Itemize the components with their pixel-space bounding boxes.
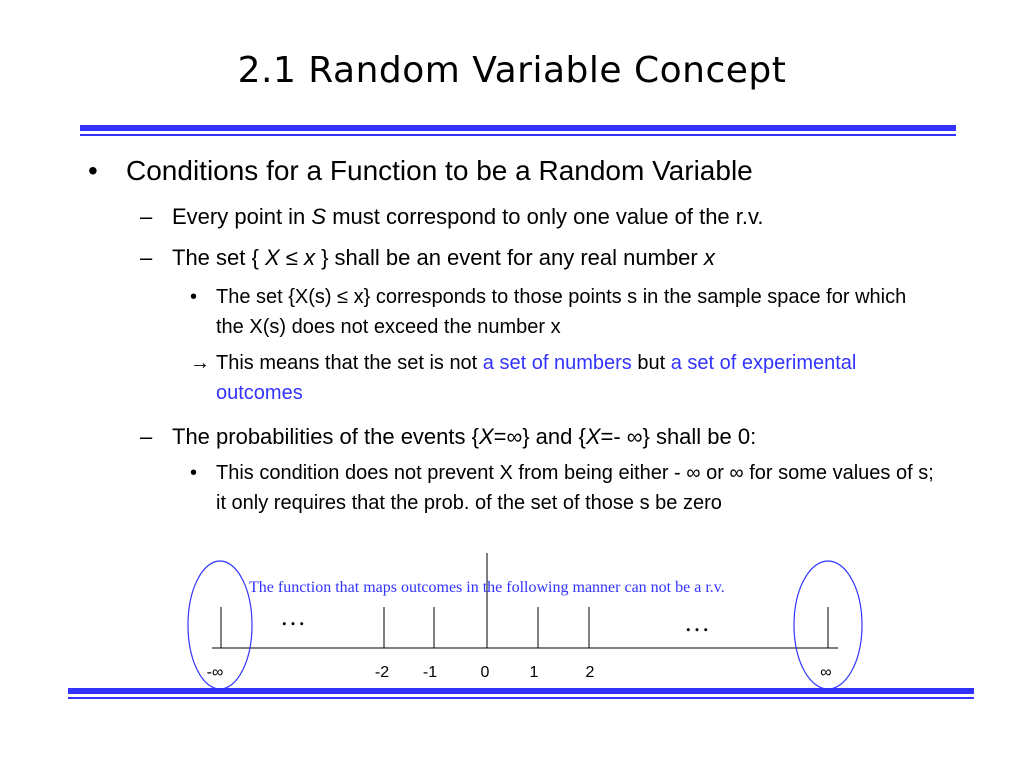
tick-label-pos-inf: ∞ xyxy=(820,664,832,681)
bullet-text: Conditions for a Function to be a Random Variable xyxy=(126,155,753,186)
ellipsis-left: … xyxy=(280,602,306,631)
text-part: must correspond to only one value of the r.v. xyxy=(326,204,764,229)
variable-X: X xyxy=(478,424,494,449)
tick-label-neg-1: -1 xyxy=(422,664,438,681)
text-part: =- ∞} shall be 0: xyxy=(600,424,757,449)
bullet-text: The set {X(s) ≤ x} corresponds to those points s in the sample space for which the X(s) does not exceed the number x xyxy=(216,286,907,338)
text-part: ≤ xyxy=(279,245,304,270)
text-part: =∞} and { xyxy=(493,424,586,449)
bullet-text: This condition does not prevent X from being either - ∞ or ∞ for some values of s; it only requires that the prob. of the set of those s be zero xyxy=(216,462,934,514)
bullet-marker: • xyxy=(190,286,198,308)
text-part: Every point in xyxy=(172,204,312,229)
diagram-caption: The function that maps outcomes in the following manner can not be a r.v. xyxy=(249,579,725,596)
text-part: The set { xyxy=(172,245,265,270)
bullet-marker: • xyxy=(88,155,98,186)
tick-label-0: 0 xyxy=(480,664,490,681)
variable-x: x xyxy=(703,245,715,270)
variable-x: x xyxy=(303,245,315,270)
text-part: The probabilities of the events { xyxy=(172,424,479,449)
slide-title: 2.1 Random Variable Concept xyxy=(237,50,787,91)
dash-marker: – xyxy=(140,245,153,270)
dash-marker: – xyxy=(140,204,153,229)
tick-label-neg-2: -2 xyxy=(374,664,390,681)
text-part: This means that the set is not xyxy=(216,352,483,374)
variable-X: X xyxy=(585,424,601,449)
ellipsis-right: … xyxy=(684,608,710,637)
highlight-set-of-numbers: a set of numbers xyxy=(482,352,632,374)
bottom-rule-thin xyxy=(68,697,974,699)
tick-label-neg-inf: -∞ xyxy=(206,664,224,681)
text-part: but xyxy=(631,352,671,374)
arrow-right-icon: → xyxy=(190,352,210,374)
text-part: } shall be an event for any real number xyxy=(314,245,704,270)
bullet-marker: • xyxy=(190,462,198,484)
tick-label-1: 1 xyxy=(529,664,539,681)
highlight-set-of-outcomes: a set of experimental outcomes xyxy=(216,352,857,404)
bottom-rule-thick xyxy=(68,688,974,694)
tick-label-2: 2 xyxy=(585,664,595,681)
variable-X: X xyxy=(264,245,280,270)
dash-marker: – xyxy=(140,424,153,449)
variable-s: S xyxy=(311,204,327,229)
